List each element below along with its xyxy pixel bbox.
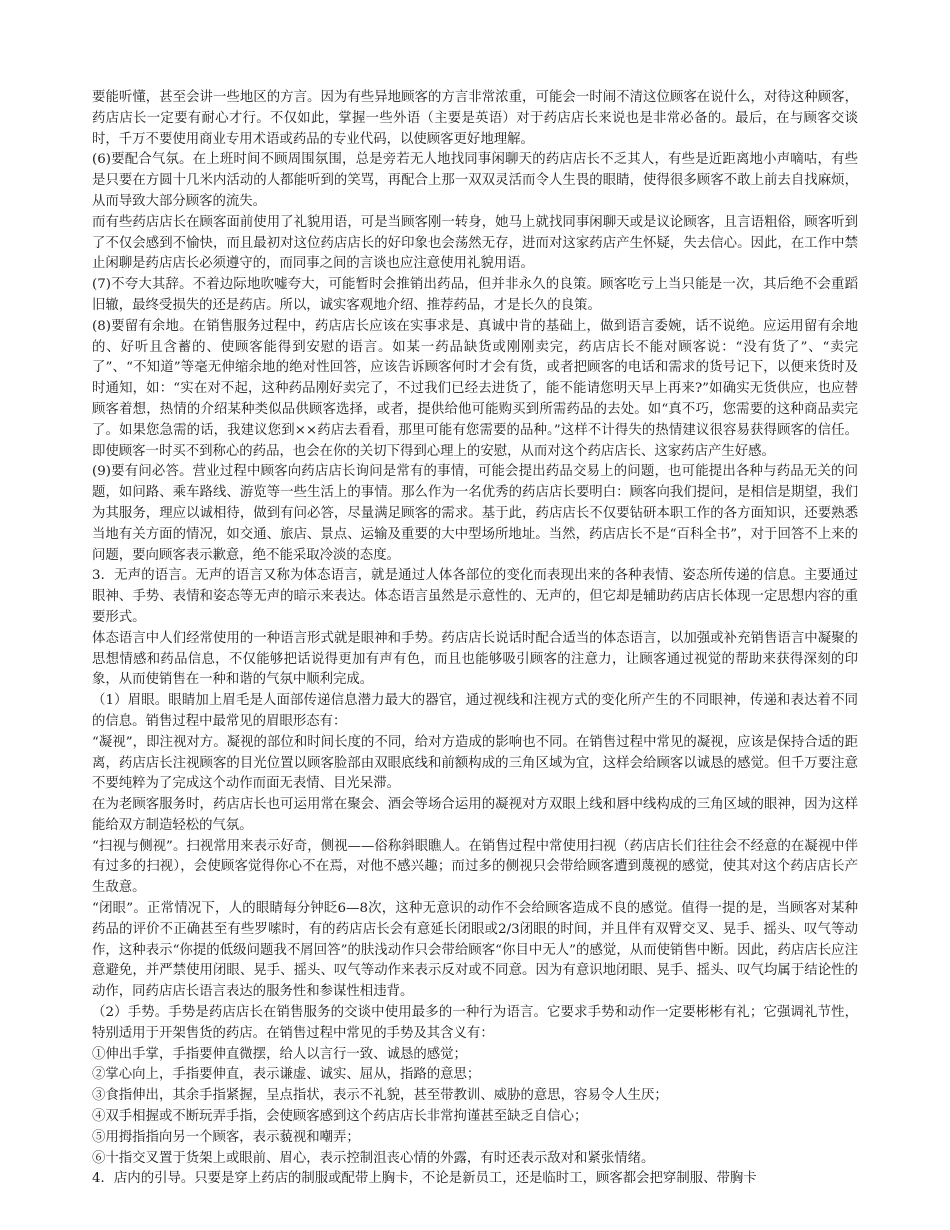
list-item: ⑤用拇指指向另一个顾客，表示藐视和嘲弄； (92, 1129, 360, 1145)
paragraph: (9)要有问必答。营业过程中顾客向药店店长询问是常有的事情，可能会提出药品交易上的问题，也可能提出各种与药品无关的问题，如问路、乘车路线、游览等一些生活上的事情。那么作为一名优秀的药店店长要明白：顾客向我们提问，是相信是期望，我们为其服务，理应以诚相待，做到有问必答，尽量满足顾客的需求。基于此，药店店长不仅要钻研本职工作的各方面知识，还要熟悉当地有关方面的情况，如交通、旅店、景点、运输及重要的大中型场所地址。当然，药店店长不是“百科全书”，对于回答不上来的问题，要向顾客表示歉意，绝不能采取冷淡的态度。 (92, 464, 858, 563)
paragraph: （1）眉眼。眼睛加上眉毛是人面部传递信息潜力最大的器官，通过视线和注视方式的变化所产生的不同眼神，传递和表达着不同的信息。销售过程中最常见的眉眼形态有： (92, 693, 858, 729)
paragraph: 要能听懂，甚至会讲一些地区的方言。因为有些异地顾客的方言非常浓重，可能会一时闹不清这位顾客在说什么，对待这种顾客，药店店长一定要有耐心才行。不仅如此，掌握一些外语（主要是英语）对于药店店长来说也是非常必备的。最后，在与顾客交谈时，千万不要使用商业专用术语或药品的专业代码，以使顾客更好地理解。 (92, 90, 858, 147)
paragraph: 3．无声的语言。无声的语言又称为体态语言，就是通过人体各部位的变化而表现出来的各种表情、姿态所传递的信息。主要通过眼神、手势、表情和姿态等无声的暗示来表达。体态语言虽然是示意性的、无声的，但它却是辅助药店店长体现一定思想内容的重要形式。 (92, 568, 858, 625)
list-item: ②掌心向上，手指要伸直，表示谦虚、诚实、屈从，指路的意思； (92, 1067, 481, 1083)
paragraph: (6)要配合气氛。在上班时间不顾周围氛围，总是旁若无人地找同事闲聊天的药店店长不乏其人，有些是近距离地小声嘀咕，有些是只要在方圆十几米内活动的人都能听到的笑骂，再配合上那一双双灵活而令人生畏的眼睛，使得很多顾客不敢上前去自找麻烦，从而导致大部分顾客的流失。 (92, 152, 858, 209)
paragraph: (8)要留有余地。在销售服务过程中，药店店长应该在实事求是、真诚中肯的基础上，做到语言委婉，话不说绝。应运用留有余地的、好听且含蓄的、使顾客能得到安慰的语言。如某一药品缺货或刚刚卖完，药店店长不能对顾客说：“没有货了”、“卖完了”、“不知道”等毫无伸缩余地的绝对性回答，应该告诉顾客何时才会有货，或者把顾客的电话和需求的货号记下，以便来货时及时通知，如：“实在对不起，这种药品刚好卖完了，不过我们已经去进货了，能不能请您明天早上再来?”如确实无货供应，也应替顾客着想，热情的介绍某种类似品供顾客选择，或者，提供给他可能购买到所需药品的去处。如“真不巧，您需要的这种商品卖完了。如果您急需的话，我建议您到××药店去看看，那里可能有您需要的品种。”这样不计得失的热情建议很容易获得顾客的信任。即使顾客一时买不到称心的药品，也会在你的关切下得到心理上的安慰，从而对这个药店店长、这家药店产生好感。 (92, 318, 858, 459)
paragraph: 而有些药店店长在顾客面前使用了礼貌用语，可是当顾客刚一转身，她马上就找同事闲聊天或是议论顾客，且言语粗俗，顾客听到了不仅会感到不愉快，而且最初对这位药店店长的好印象也会荡然无存，进而对这家药店产生怀疑，失去信心。因此，在工作中禁止闲聊是药店店长必须遵守的，而同事之间的言谈也应注意使用礼貌用语。 (92, 214, 858, 272)
paragraph: 4．店内的引导。只要是穿上药店的制服或配带上胸卡，不论是新员工，还是临时工，顾客都会把穿制服、带胸卡 (92, 1171, 757, 1187)
paragraph: “扫视与侧视”。扫视常用来表示好奇，侧视——俗称斜眼瞧人。在销售过程中常使用扫视（药店店长们往往会不经意的在凝视中伴有过多的扫视），会使顾客觉得你心不在焉，对他不感兴趣；而过多的侧视只会带给顾客遭到蔑视的感觉，使其对这个药店店长产生敌意。 (92, 838, 858, 896)
list-item: ③食指伸出，其余手指紧握，呈点指状，表示不礼貌，甚至带教训、威胁的意思，容易令人生厌； (92, 1088, 668, 1104)
list-item: ①伸出手掌，手指要伸直微摆，给人以言行一致、诚恳的感觉； (92, 1046, 467, 1062)
paragraph: (7)不夸大其辞。不着边际地吹嘘夸大，可能暂时会推销出药品，但并非永久的良策。顾客吃亏上当只能是一次，其后绝不会重蹈旧辙，最终受损失的还是药店。所以，诚实客观地介绍、推荐药品，才是长久的良策。 (92, 277, 858, 313)
paragraph: 体态语言中人们经常使用的一种语言形式就是眼神和手势。药店店长说话时配合适当的体态语言，以加强或补充销售语言中凝聚的思想情感和药品信息，不仅能够把话说得更加有声有色，而且也能够吸引顾客的注意力，让顾客通过视觉的帮助来获得深刻的印象，从而使销售在一种和谐的气氛中顺利完成。 (92, 630, 858, 688)
paragraph: “凝视”，即注视对方。凝视的部位和时间长度的不同，给对方造成的影响也不同。在销售过程中常见的凝视，应该是保持合适的距离，药店店长注视顾客的目光位置以顾客脸部由双眼底线和前额构成的三角区域为宜，这样会给顾客以诚恳的感觉。但千万要注意不要纯粹为了完成这个动作而面无表情、目光呆滞。 (92, 734, 858, 792)
paragraph: （2）手势。手势是药店店长在销售服务的交谈中使用最多的一种行为语言。它要求手势和动作一定要彬彬有礼；它强调礼节性，特别适用于开架售货的药店。在销售过程中常见的手势及其含义有： (92, 1005, 858, 1041)
list-item: ⑥十指交叉置于货架上或眼前、眉心，表示控制沮丧心情的外露，有时还表示敌对和紧张情绪。 (92, 1150, 655, 1166)
paragraph: 在为老顾客服务时，药店店长也可运用常在聚会、酒会等场合运用的凝视对方双眼上线和唇中线构成的三角区域的眼神，因为这样能给双方制造轻松的气氛。 (92, 797, 858, 833)
list-item: ④双手相握或不断玩弄手指，会使顾客感到这个药店店长非常拘谨甚至缺乏自信心； (92, 1109, 588, 1125)
paragraph: “闭眼”。正常情况下，人的眼睛每分钟眨6—8次，这种无意识的动作不会给顾客造成不良的感觉。值得一提的是，当顾客对某种药品的评价不正确甚至有些罗嗦时，有的药店店长会有意延长闭眼或2/3闭眼的时间，并且伴有双臂交叉、晃手、摇头、叹气等动作，这种表示“你提的低级问题我不屑回答”的肤浅动作只会带给顾客“你目中无人”的感觉，从而使销售中断。因此，药店店长应注意避免，并严禁使用闭眼、晃手、摇头、叹气等动作来表示反对或不同意。因为有意识地闭眼、晃手、摇头、叹气均属于结论性的动作，同药店店长语言表达的服务性和参谋性相违背。 (92, 901, 858, 1000)
